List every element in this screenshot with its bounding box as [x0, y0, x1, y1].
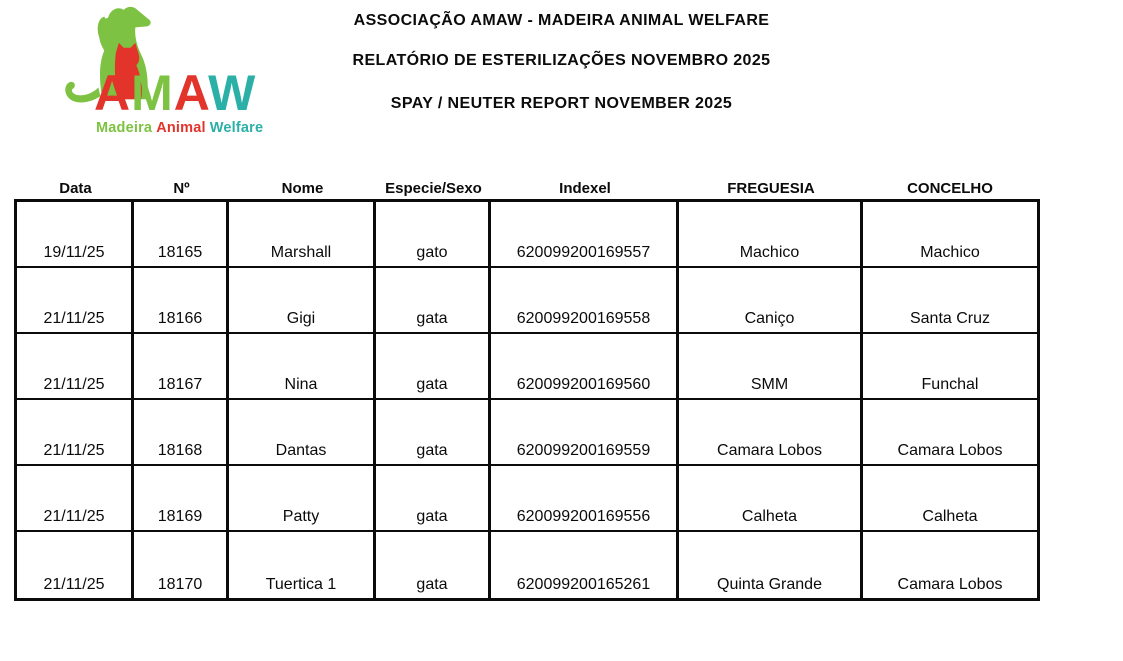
table-cell-freguesia: Machico	[679, 202, 863, 268]
table-cell-name: Patty	[229, 466, 376, 532]
table-cell-date: 21/11/25	[17, 400, 134, 466]
table-body	[14, 199, 1040, 601]
table-cell-species: gata	[376, 466, 491, 532]
column-header-nome: Nome	[281, 180, 324, 197]
table-cell-number: 18167	[134, 334, 229, 400]
table-cell-date: 21/11/25	[17, 532, 134, 598]
table-cell-species: gata	[376, 334, 491, 400]
org-title: ASSOCIAÇÃO AMAW - MADEIRA ANIMAL WELFARE	[353, 12, 770, 29]
table-cell-species: gata	[376, 532, 491, 598]
logo-letter: A	[94, 65, 132, 121]
column-header-numero: Nº	[173, 180, 190, 197]
column-header-freguesia: FREGUESIA	[727, 180, 815, 197]
sterilization-table	[14, 177, 1040, 601]
table-cell-concelho: Camara Lobos	[897, 576, 1003, 593]
table-cell-name: Nina	[229, 334, 376, 400]
logo-subtitle-word: Welfare	[209, 120, 264, 136]
logo-subtitle-word: Madeira	[96, 120, 153, 136]
table-cell-name: Marshall	[229, 202, 376, 268]
column-header-concelho: CONCELHO	[907, 180, 993, 197]
table-cell-number: 18165	[134, 202, 229, 268]
table-header-row	[14, 177, 1040, 199]
table-cell-date: 19/11/25	[17, 202, 134, 268]
logo-subtitle-word: Animal	[156, 120, 206, 136]
table-cell-name: Dantas	[229, 400, 376, 466]
table-cell-freguesia: Calheta	[679, 466, 863, 532]
table-cell-concelho: Calheta	[863, 466, 1037, 532]
table-cell-freguesia: Quinta Grande	[679, 532, 863, 598]
table-cell-concelho: Santa Cruz	[863, 268, 1037, 334]
table-cell-indexel: 620099200169559	[491, 400, 679, 466]
table-cell-number: 18170	[134, 532, 229, 598]
column-header-indexel: Indexel	[559, 180, 611, 197]
table-cell-species: gata	[376, 400, 491, 466]
logo-subtitle	[96, 120, 267, 136]
table-cell-name: Tuertica 1	[229, 532, 376, 598]
table-cell-species: gato	[376, 202, 491, 268]
table-cell-freguesia: SMM	[679, 334, 863, 400]
logo-letter: A	[173, 65, 209, 121]
logo-letter: W	[208, 65, 257, 121]
table-cell-name: Gigi	[229, 268, 376, 334]
table-cell-concelho: Machico	[863, 202, 1037, 268]
table-cell-concelho: Camara Lobos	[863, 400, 1037, 466]
table-cell-species: gata	[376, 268, 491, 334]
table-cell-freguesia: Camara Lobos	[679, 400, 863, 466]
table-cell-indexel: 620099200165261	[491, 532, 679, 598]
report-title-portuguese: RELATÓRIO DE ESTERILIZAÇÕES NOVEMBRO 2025	[352, 52, 771, 69]
table-cell-number: 18169	[134, 466, 229, 532]
table-cell-indexel: 620099200169560	[491, 334, 679, 400]
report-title-english: SPAY / NEUTER REPORT NOVEMBER 2025	[390, 95, 733, 112]
table-cell-indexel: 620099200169557	[491, 202, 679, 268]
logo-wordmark	[94, 65, 257, 121]
table-cell-indexel: 620099200169556	[491, 466, 679, 532]
table-cell-date: 21/11/25	[17, 334, 134, 400]
table-cell-number: 18168	[134, 400, 229, 466]
table-cell-concelho: Funchal	[863, 334, 1037, 400]
table-cell-number: 18166	[134, 268, 229, 334]
table-cell-indexel: 620099200169558	[491, 268, 679, 334]
table-cell-freguesia: Caniço	[679, 268, 863, 334]
column-header-especie-sexo: Especie/Sexo	[385, 180, 482, 197]
logo-letter: M	[131, 65, 174, 121]
table-cell-date: 21/11/25	[17, 268, 134, 334]
column-header-data: Data	[59, 180, 92, 197]
table-cell-date: 21/11/25	[17, 466, 134, 532]
